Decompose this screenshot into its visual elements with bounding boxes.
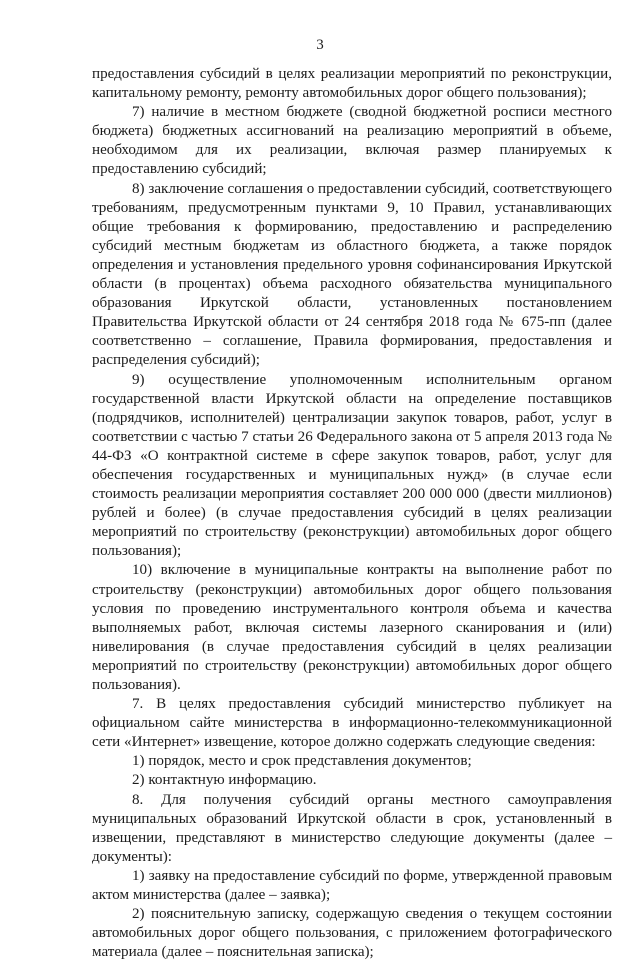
- paragraph-item-7-budget: 7) наличие в местном бюджете (сводной бюджетной росписи местного бюджета) бюджетных ассигнований на реализацию мероприятий в объеме, необходимом для их реализации, включая размер планируемых к предоставлению субсидий;: [92, 104, 612, 178]
- paragraph-item-9-procurement: 9) осуществление уполномоченным исполнительным органом государственной власти Иркутской области на определение поставщиков (подрядчиков, исполнителей) централизации закупок товаров, работ, услуг в соответствии с частью 7 статьи 26 Федерального закона от 5 апреля 2013 года № 44-ФЗ «О контрактной системе в сфере закупок товаров, работ, услуг для обеспечения государственных и муниципальных нужд» (в случае если стоимость реализации мероприятия составляет 200 000 000 (двести миллионов) рублей и более) (в случае предоставления субсидий в целях реализации мероприятий по строительству (реконструкции) автомобильных дорог общего пользования);: [92, 371, 612, 560]
- paragraph-clause-8-documents: 8. Для получения субсидий органы местного самоуправления муниципальных образований Иркутской области в срок, установленный в извещении, представляют в министерство следующие документы (далее – документы):: [92, 791, 612, 865]
- paragraph-document-item-1: 1) заявку на предоставление субсидий по форме, утвержденной правовым актом министерства (далее – заявка);: [92, 867, 612, 904]
- paragraph-item-10-contracts: 10) включение в муниципальные контракты на выполнение работ по строительству (реконструкции) автомобильных дорог общего пользования условия по проведению инструментального контроля объема и качества выполняемых работ, включая системы лазерного сканирования и (или) нивелирования (в случае предоставления субсидий в целях реализации мероприятий по строительству (реконструкции) автомобильных дорог общего пользования).: [92, 562, 612, 693]
- paragraph-item-8-agreement: 8) заключение соглашения о предоставлении субсидий, соответствующего требованиям, предусмотренным пунктами 9, 10 Правил, устанавливающих общие требования к формированию, предоставлению и распределению субсидий местным бюджетам из областного бюджета, а также порядок определения и установления предельного уровня софинансирования Иркутской области (в процентах) объема расходного обязательства муниципального образования Иркутской области, установленных постановлением Правительства Иркутской области от 24 сентября 2018 года № 675-пп (далее соответственно – соглашение, Правила формирования, предоставления и распределения субсидий);: [92, 180, 612, 369]
- document-body: [92, 65, 612, 962]
- paragraph-clause-7-notice: 7. В целях предоставления субсидий министерство публикует на официальном сайте министерства в информационно-телекоммуникационной сети «Интернет» извещение, которое должно содержать следующие сведения:: [92, 696, 612, 751]
- paragraph-document-item-2: 2) пояснительную записку, содержащую сведения о текущем состоянии автомобильных дорог общего пользования, с приложением фотографического материала (далее – пояснительная записка);: [92, 906, 612, 961]
- paragraph-notice-item-2: 2) контактную информацию.: [132, 772, 317, 789]
- paragraph-notice-item-1: 1) порядок, место и срок представления документов;: [132, 753, 472, 770]
- paragraph-continuation: предоставления субсидий в целях реализации мероприятий по реконструкции, капитальному ремонту, ремонту автомобильных дорог общего пользования);: [92, 66, 612, 102]
- page-number: 3: [316, 37, 324, 53]
